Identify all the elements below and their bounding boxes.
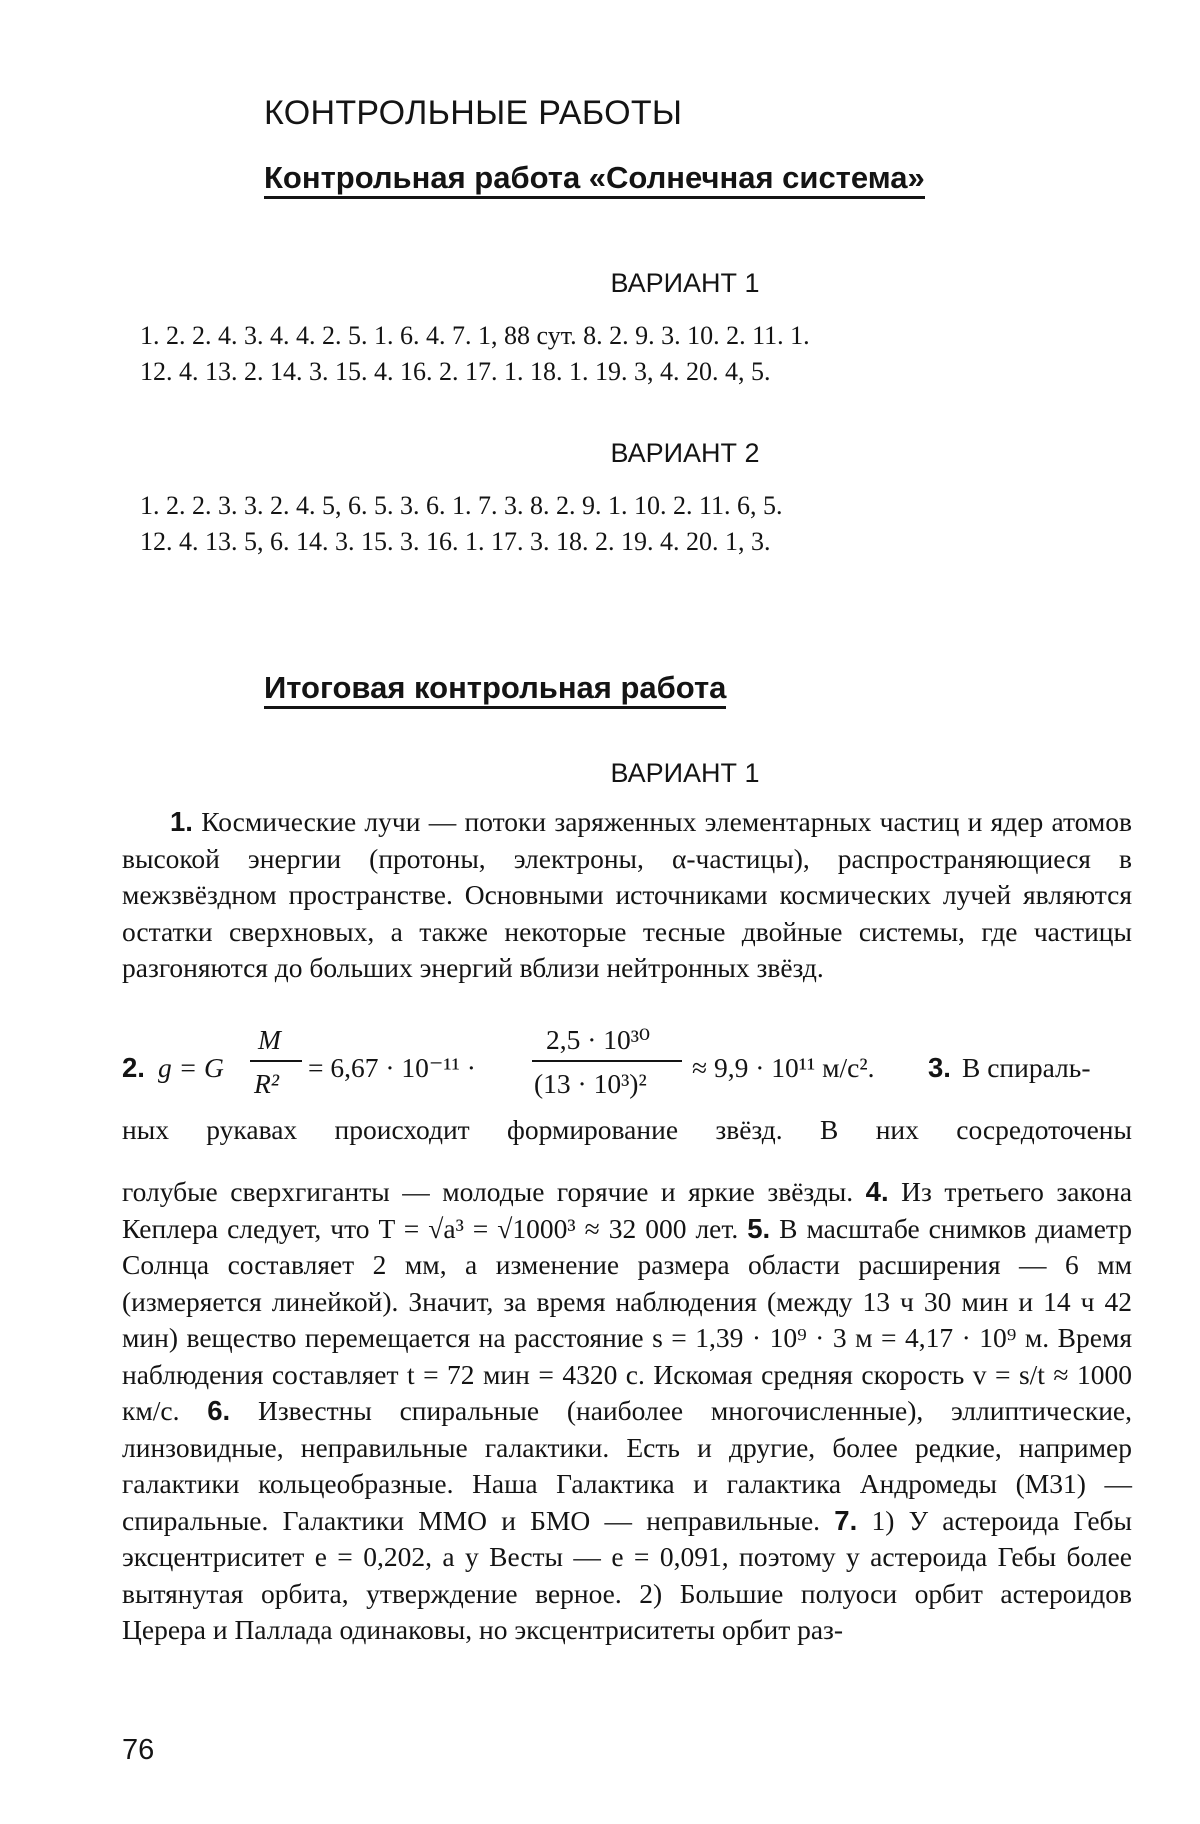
answer-5-text: В масштабе снимков диаметр Солнца составляет 2 мм, а изменение размера области расширения — 6 мм (измеряется линейкой). Значит, за время наблюдения (между 13 ч 30 мин и 14 ч 42 мин) вещество перемещается на расстояние s = 1,39 · 10⁹ · 3 м = 4,17 · 10⁹ м. Время наблюдения составляет t = 72 мин = 4320 с. Искомая средняя скорость v = s/t ≈ 1000 км/с. — [122, 1212, 1133, 1426]
answer-3-text: голубые сверхгиганты — молодые горячие и яркие звёзды. — [122, 1176, 854, 1207]
answers-line: 12. 4. 13. 5, 6. 14. 3. 15. 3. 16. 1. 17. 3. 18. 2. 19. 4. 20. 1, 3. — [140, 527, 771, 556]
formula-line — [122, 1024, 1132, 1112]
answers-line: 1. 2. 2. 4. 3. 4. 4. 2. 5. 1. 6. 4. 7. 1, 88 сут. 8. 2. 9. 3. 10. 2. 11. 1. — [140, 321, 810, 350]
section-title-solar-system: Контрольная работа «Солнечная система» — [264, 162, 925, 199]
answers-line: 1. 2. 2. 3. 3. 2. 4. 5, 6. 5. 3. 6. 1. 7. 3. 8. 2. 9. 1. 10. 2. 11. 6, 5. — [140, 491, 783, 520]
text-line: ных рукавах происходит формирование звёзд. В них сосредоточены — [122, 1114, 1132, 1145]
variant-2-heading: ВАРИАНТ 2 — [610, 438, 760, 468]
answer-number: 3. — [928, 1052, 951, 1083]
formula-result: ≈ 9,9 · 10¹¹ м/с². — [692, 1052, 875, 1083]
fraction-2-denominator: (13 · 10³)² — [534, 1068, 647, 1099]
variant-1-heading: ВАРИАНТ 1 — [610, 268, 760, 298]
answer-number: 7. — [834, 1504, 858, 1536]
section-title-final-test: Итоговая контрольная работа — [264, 672, 726, 709]
answer-number: 1. — [170, 806, 193, 837]
fraction-1-numerator: M — [258, 1024, 281, 1055]
variant-2-answers — [140, 488, 1130, 560]
page-number: 76 — [122, 1734, 155, 1766]
formula-lhs: g = G — [158, 1052, 224, 1083]
answer-1-paragraph — [122, 804, 1132, 987]
answer-3-continuation — [122, 1112, 1132, 1149]
answer-1-text: Космические лучи — потоки заряженных элементарных частиц и ядер атомов высокой энергии (протоны, электроны, α-частицы), распространяющиеся в межзвёздном пространстве. Основными источниками космических лучей являются остатки сверхновых, а также некоторые тесные двойные системы, где частицы разгоняются до больших энергий вблизи нейтронных звёзд. — [122, 806, 1133, 983]
final-variant-1-heading: ВАРИАНТ 1 — [610, 758, 760, 788]
variant-1-answers — [140, 318, 1130, 390]
formula-trailing-text: В спираль- — [962, 1052, 1091, 1083]
answers-3-to-7 — [122, 1174, 1132, 1649]
answer-4-start: Из — [901, 1176, 932, 1207]
chapter-title: КОНТРОЛЬНЫЕ РАБОТЫ — [264, 94, 683, 132]
answer-number: 2. — [122, 1052, 145, 1083]
fraction-1-denominator: R² — [254, 1068, 280, 1099]
answer-4-text: третьего закона Кеплера следует, что T = √a³ = √1000³ ≈ 32 000 лет. — [122, 1176, 1133, 1244]
answer-number: 4. — [865, 1176, 889, 1207]
answers-line: 12. 4. 13. 2. 14. 3. 15. 4. 16. 2. 17. 1. 18. 1. 19. 3, 4. 20. 4, 5. — [140, 357, 771, 386]
fraction-1-bar — [250, 1060, 302, 1062]
answer-7-text: 1) У астероида Гебы эксцентриситет e = 0,202, а у Весты — e = 0,091, поэтому у астероида Гебы более вытянутая орбита, утверждение верное. 2) Большие полуоси орбит астероидов Церера и Паллада одинаковы, но эксцентриситеты орбит раз- — [122, 1504, 1133, 1645]
fraction-2-numerator: 2,5 · 10³⁰ — [546, 1024, 651, 1055]
answer-number: 5. — [747, 1212, 771, 1244]
formula-middle: = 6,67 · 10⁻¹¹ · — [308, 1052, 476, 1083]
answer-6-text: Известны спиральные (наиболее многочисленные), эллиптические, линзовидные, неправильные галактики. Есть и другие, более редкие, например галактики кольцеобразные. Наша Галактика и галактика Андромеды (М31) — спиральные. Галактики ММО и БМО — неправильные. — [122, 1395, 1132, 1536]
fraction-2-bar — [532, 1060, 682, 1062]
answer-number: 6. — [207, 1395, 231, 1426]
